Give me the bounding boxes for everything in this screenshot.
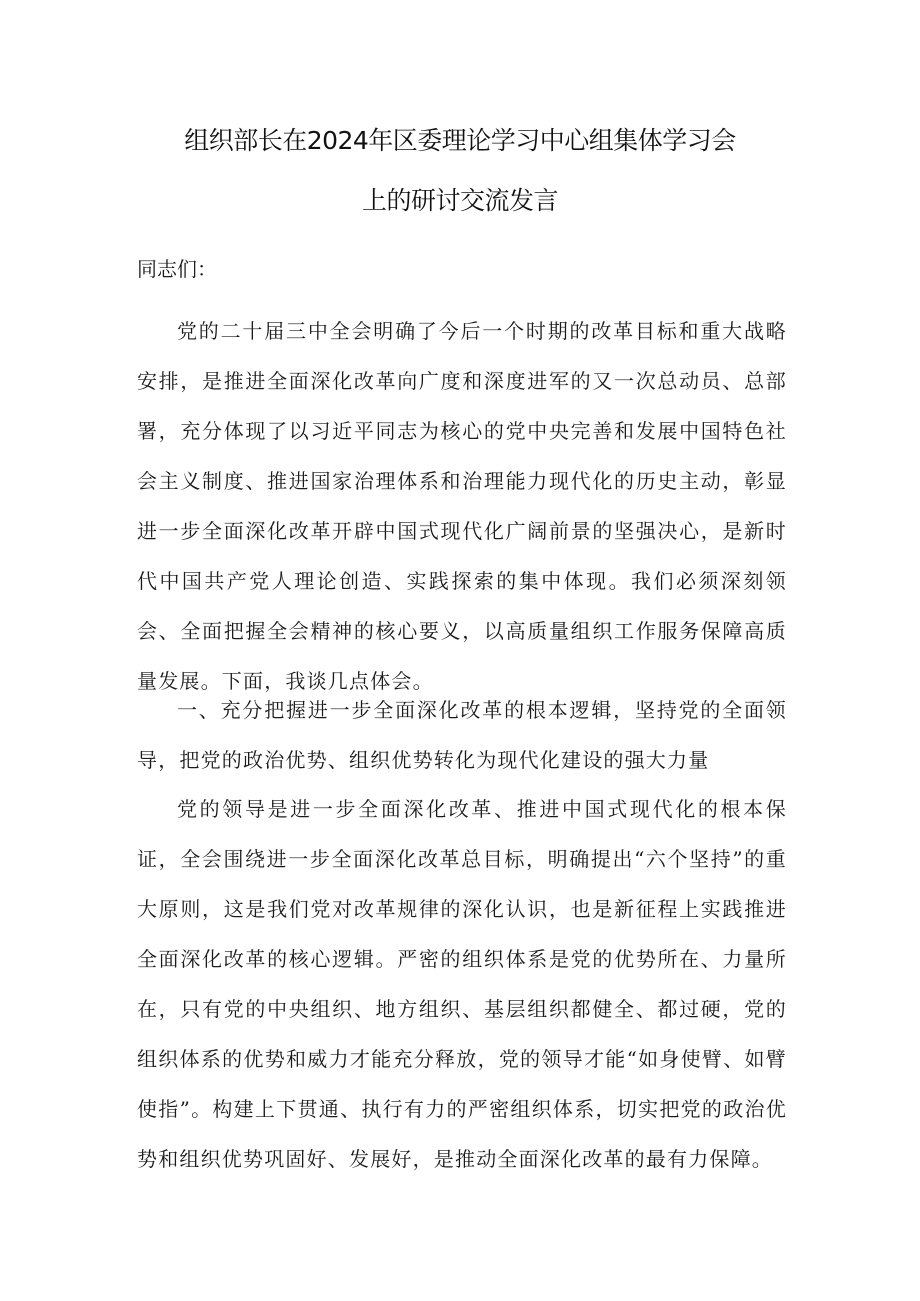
document-title-line-1: 组织部长在2024年区委理论学习中心组集体学习会	[184, 126, 736, 155]
document-title-line-2: 上的研讨交流发言	[361, 186, 558, 215]
salutation: 同志们：	[137, 257, 217, 281]
paragraph-section-1: 党的领导是进一步全面深化改革、推进中国式现代化的根本保证，全会围绕进一步全面深化改革总目标，明确提出“六个坚持”的重大原则，这是我们党对改革规律的深化认识，也是新征程上实践推进全面深化改革的核心逻辑。严密的组织体系是党的优势所在、力量所在，只有党的中央组织、地方组织、基层组织都健全、都过硬，党的组织体系的优势和威力才能充分释放，党的领导才能“如身使臂、如臂使指”。构建上下贯通、执行有力的严密组织体系，切实把党的政治优势和组织优势巩固好、发展好，是推动全面深化改革的最有力保障。	[137, 797, 787, 1171]
paragraph-intro: 党的二十届三中全会明确了今后一个时期的改革目标和重大战略安排，是推进全面深化改革向广度和深度进军的又一次总动员、总部署，充分体现了以习近平同志为核心的党中央完善和发展中国特色社会主义制度、推进国家治理体系和治理能力现代化的历史主动，彰显进一步全面深化改革开辟中国式现代化广阔前景的坚强决心，是新时代中国共产党人理论创造、实践探索的集中体现。我们必须深刻领会、全面把握全会精神的核心要义，以高质量组织工作服务保障高质量发展。下面，我谈几点体会。	[137, 319, 787, 693]
section-heading-1: 一、充分把握进一步全面深化改革的根本逻辑，坚持党的全面领导，把党的政治优势、组织优势转化为现代化建设的强大力量	[137, 698, 787, 772]
